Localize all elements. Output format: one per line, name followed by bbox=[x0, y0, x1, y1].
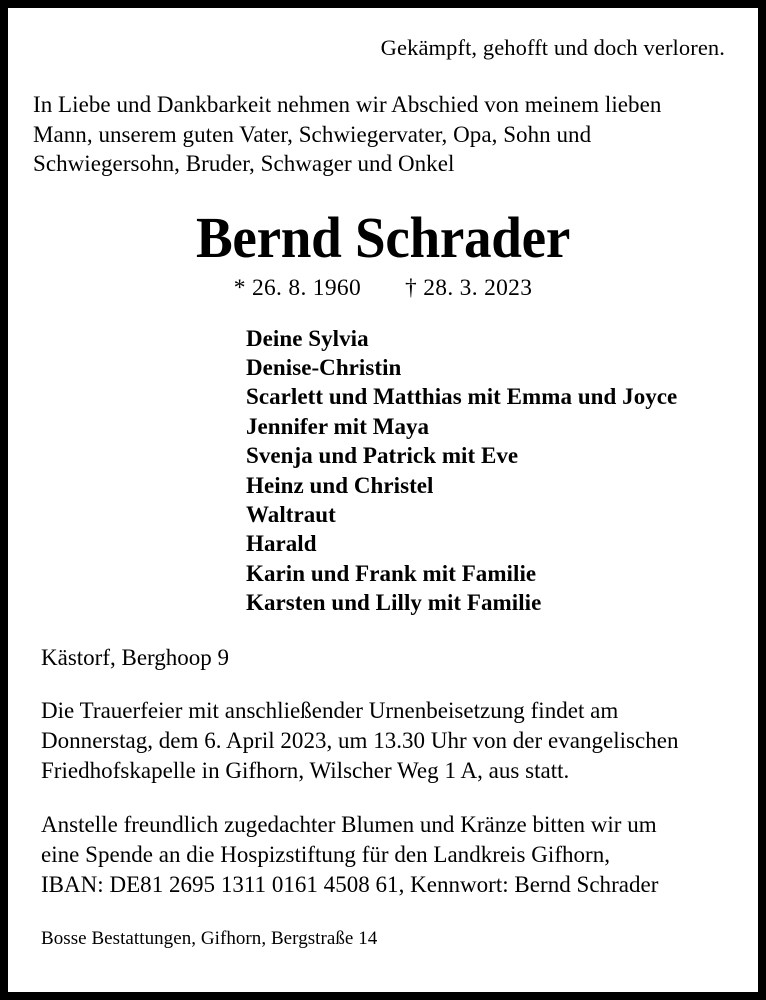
donation-line: eine Spende an die Hospizstiftung für den Landkreis Gifhorn, bbox=[41, 842, 611, 868]
survivors-list bbox=[33, 324, 733, 618]
list-item: Heinz und Christel bbox=[246, 472, 434, 498]
introduction-line: Mann, unserem guten Vater, Schwiegervater, Opa, Sohn und bbox=[33, 121, 592, 147]
service-details-line: Friedhofskapelle in Gifhorn, Wilscher Weg 1 A, aus statt. bbox=[41, 758, 570, 784]
life-dates bbox=[33, 274, 733, 302]
list-item: Waltraut bbox=[246, 501, 336, 527]
list-item: Jennifer mit Maya bbox=[246, 413, 430, 439]
list-item: Harald bbox=[246, 531, 317, 557]
list-item: Deine Sylvia bbox=[246, 325, 369, 351]
notice-sheet bbox=[8, 8, 758, 992]
service-details-line: Donnerstag, dem 6. April 2023, um 13.30 Uhr von der evangelischen bbox=[41, 728, 679, 754]
funeral-home-credit: Bosse Bestattungen, Gifhorn, Bergstraße 14 bbox=[41, 928, 378, 950]
list-item: Scarlett und Matthias mit Emma und Joyce bbox=[246, 384, 678, 410]
introduction-paragraph bbox=[33, 90, 733, 179]
service-details-line: Die Trauerfeier mit anschließender Urnenbeisetzung findet am bbox=[41, 698, 619, 724]
family-address: Kästorf, Berghoop 9 bbox=[41, 644, 230, 670]
service-details-paragraph bbox=[33, 696, 733, 786]
introduction-line: Schwiegersohn, Bruder, Schwager und Onkel bbox=[33, 151, 455, 176]
death-date: † 28. 3. 2023 bbox=[405, 274, 533, 301]
epitaph-line: Gekämpft, gehofft und doch verloren. bbox=[380, 35, 725, 60]
donation-paragraph bbox=[33, 810, 733, 900]
list-item: Svenja und Patrick mit Eve bbox=[246, 443, 519, 469]
list-item: Denise-Christin bbox=[246, 354, 402, 380]
deceased-name: Bernd Schrader bbox=[195, 204, 571, 270]
deceased-name-block bbox=[33, 204, 733, 302]
list-item: Karsten und Lilly mit Familie bbox=[246, 590, 542, 616]
introduction-line: In Liebe und Dankbarkeit nehmen wir Abschied von meinem lieben bbox=[33, 92, 662, 117]
birth-date: * 26. 8. 1960 bbox=[233, 274, 361, 301]
donation-line: Anstelle freundlich zugedachter Blumen und Kränze bitten wir um bbox=[41, 812, 657, 838]
list-item: Karin und Frank mit Familie bbox=[246, 560, 537, 586]
donation-iban-line: IBAN: DE81 2695 1311 0161 4508 61, Kennwort: Bernd Schrader bbox=[41, 872, 659, 898]
